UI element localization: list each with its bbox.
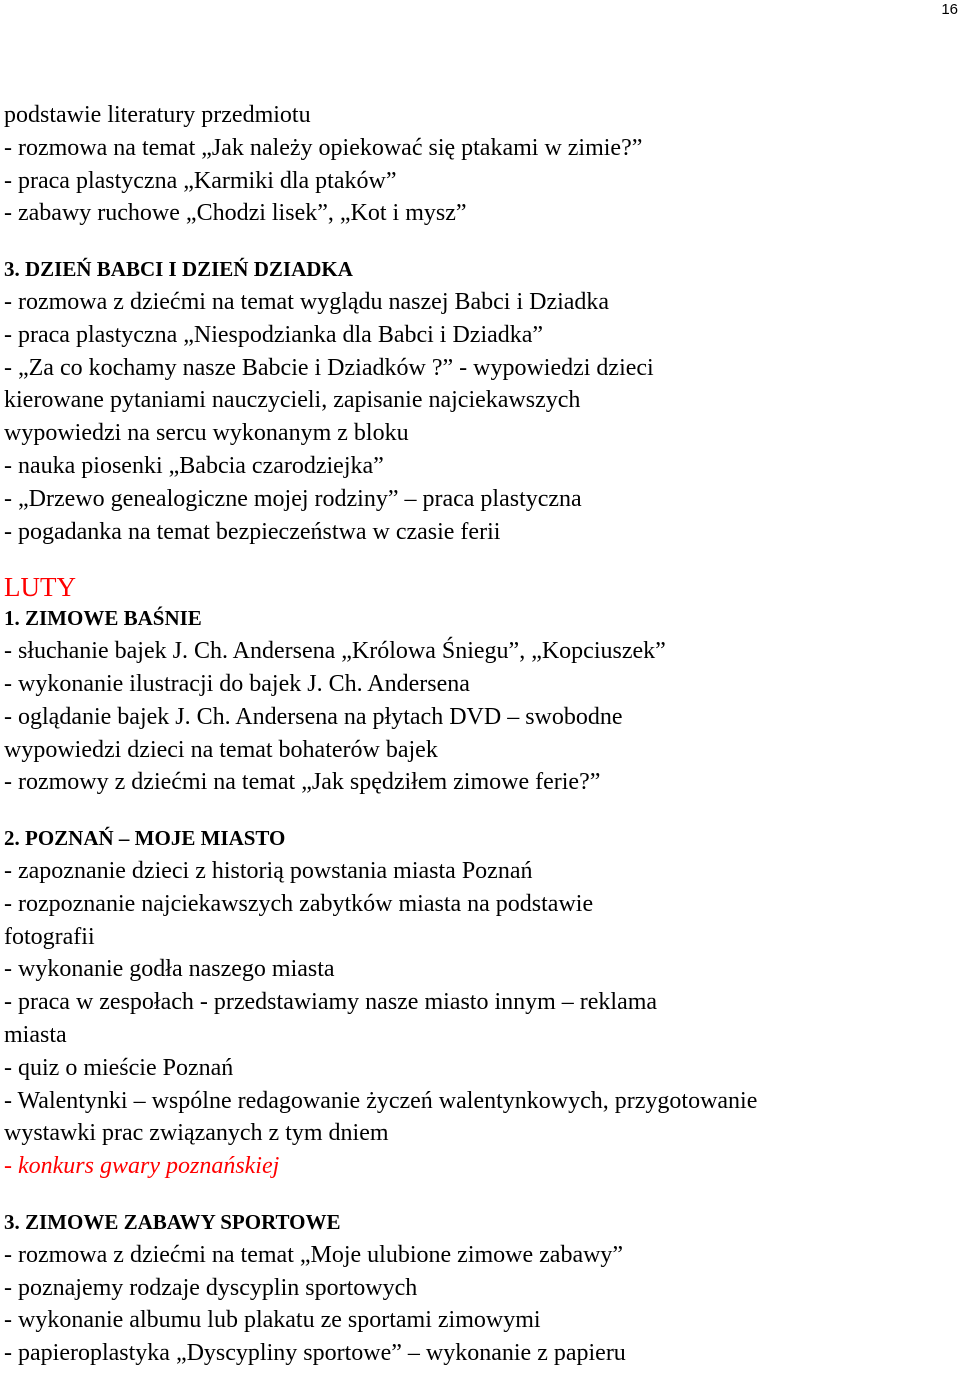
text-line: podstawie literatury przedmiotu xyxy=(4,102,311,128)
page-number: 16 xyxy=(941,1,958,18)
highlighted-text-line: - konkurs gwary poznańskiej xyxy=(4,1153,280,1180)
text-line: - quiz o mieście Poznań xyxy=(4,1054,234,1081)
text-line: - rozmowa z dziećmi na temat wyglądu naszej Babci i Dziadka xyxy=(4,288,610,315)
section-heading: 1. ZIMOWE BAŚNIE xyxy=(4,606,202,631)
text-line: - zabawy ruchowe „Chodzi lisek”, „Kot i mysz” xyxy=(4,200,467,227)
text-line: - rozmowa z dziećmi na temat „Moje ulubione zimowe zabawy” xyxy=(4,1241,624,1268)
text-line: - słuchanie bajek J. Ch. Andersena „Królowa Śniegu”, „Kopciuszek” xyxy=(4,638,666,665)
month-heading: LUTY xyxy=(4,572,76,603)
section-intro xyxy=(4,99,954,230)
text-line: wypowiedzi dzieci na temat bohaterów bajek xyxy=(4,736,438,763)
section-heading: 3. ZIMOWE ZABAWY SPORTOWE xyxy=(4,1209,341,1234)
text-line: - wykonanie albumu lub plakatu ze sportami zimowymi xyxy=(4,1307,541,1334)
text-line: - rozmowy z dziećmi na temat „Jak spędziłem zimowe ferie?” xyxy=(4,769,601,796)
text-line: - praca plastyczna „Niespodzianka dla Babci i Dziadka” xyxy=(4,321,544,348)
section-dzien-babci xyxy=(4,253,954,548)
text-line: - zapoznanie dzieci z historią powstania miasta Poznań xyxy=(4,857,533,884)
text-line: kierowane pytaniami nauczycieli, zapisanie najciekawszych xyxy=(4,387,581,414)
text-line: miasta xyxy=(4,1021,67,1048)
section-heading: 3. DZIEŃ BABCI I DZIEŃ DZIADKA xyxy=(4,257,353,282)
text-line: - „Drzewo genealogiczne mojej rodziny” – praca plastyczna xyxy=(4,485,582,512)
text-line: - praca plastyczna „Karmiki dla ptaków” xyxy=(4,167,397,194)
text-line: - „Za co kochamy nasze Babcie i Dziadków ?” - wypowiedzi dzieci xyxy=(4,354,654,381)
text-line: - nauka piosenki „Babcia czarodziejka” xyxy=(4,452,384,479)
text-line: wypowiedzi na sercu wykonanym z bloku xyxy=(4,420,409,447)
text-line: - Walentynki – wspólne redagowanie życzeń walentynkowych, przygotowanie xyxy=(4,1087,758,1114)
text-line: - wykonanie ilustracji do bajek J. Ch. Andersena xyxy=(4,670,470,697)
section-zimowe-zabawy xyxy=(4,1206,954,1370)
text-line: - oglądanie bajek J. Ch. Andersena na płytach DVD – swobodne xyxy=(4,703,623,730)
text-line: - papieroplastyka „Dyscypliny sportowe” – wykonanie z papieru xyxy=(4,1340,626,1367)
text-line: wystawki prac związanych z tym dniem xyxy=(4,1120,389,1147)
text-line: fotografii xyxy=(4,923,95,950)
section-zimowe-basnie xyxy=(4,602,954,799)
text-line: - pogadanka na temat bezpieczeństwa w czasie ferii xyxy=(4,518,501,545)
section-heading: 2. POZNAŃ – MOJE MIASTO xyxy=(4,826,286,851)
text-line: - wykonanie godła naszego miasta xyxy=(4,956,335,983)
text-line: - praca w zespołach - przedstawiamy nasze miasto innym – reklama xyxy=(4,989,658,1016)
text-line: - rozpoznanie najciekawszych zabytków miasta na podstawie xyxy=(4,890,594,917)
text-line: - poznajemy rodzaje dyscyplin sportowych xyxy=(4,1274,418,1301)
section-poznan xyxy=(4,822,954,1183)
text-line: - rozmowa na temat „Jak należy opiekować się ptakami w zimie?” xyxy=(4,134,643,161)
document-body xyxy=(4,99,954,1370)
